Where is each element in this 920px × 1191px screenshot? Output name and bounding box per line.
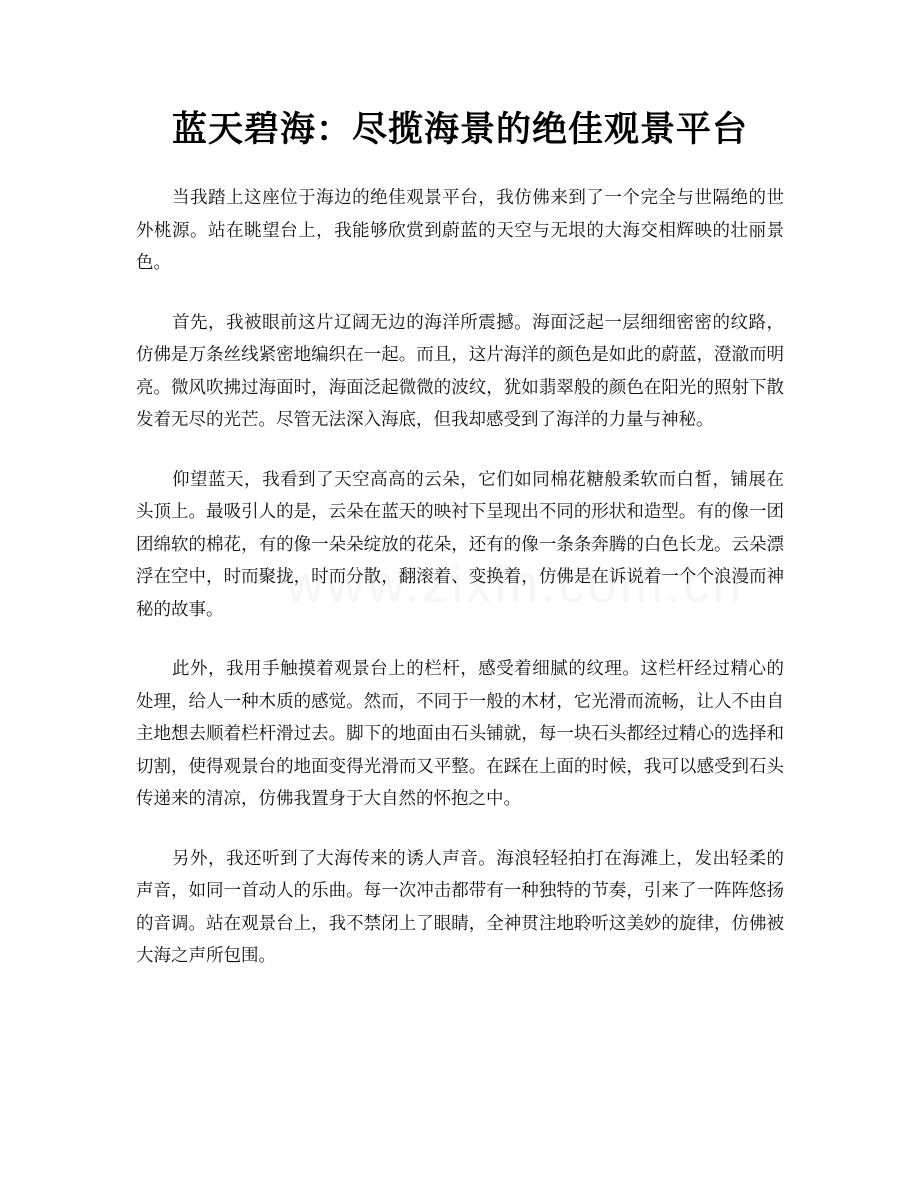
- paragraph-4: 此外，我用手触摸着观景台上的栏杆，感受着细腻的纹理。这栏杆经过精心的处理，给人一种木质的感觉。然而，不同于一般的木材，它光滑而流畅，让人不由自主地想去顺着栏杆滑过去。脚下的地面由石头铺就，每一块石头都经过精心的选择和切割，使得观景台的地面变得光滑而又平整。在踩在上面的时候，我可以感受到石头传递来的清凉，仿佛我置身于大自然的怀抱之中。: [136, 659, 784, 809]
- document-body: [136, 182, 784, 1000]
- paragraph-5: 另外，我还听到了大海传来的诱人声音。海浪轻轻拍打在海滩上，发出轻柔的声音，如同一首动人的乐曲。每一次冲击都带有一种独特的节奏，引来了一阵阵悠扬的音调。站在观景台上，我不禁闭上了眼睛，全神贯注地聆听这美妙的旋律，仿佛被大海之声所包围。: [136, 848, 784, 966]
- paragraph-2: 首先，我被眼前这片辽阔无边的海洋所震撼。海面泛起一层细细密密的纹路，仿佛是万条丝线紧密地编织在一起。而且，这片海洋的颜色是如此的蔚蓝，澄澈而明亮。微风吹拂过海面时，海面泛起微微的波纹，犹如翡翠般的颜色在阳光的照射下散发着无尽的光芒。尽管无法深入海底，但我却感受到了海洋的力量与神秘。: [136, 312, 784, 430]
- paragraph-3: 仰望蓝天，我看到了天空高高的云朵，它们如同棉花糖般柔软而白皙，铺展在头顶上。最吸引人的是，云朵在蓝天的映衬下呈现出不同的形状和造型。有的像一团团绵软的棉花，有的像一朵朵绽放的花朵，还有的像一条条奔腾的白色长龙。云朵漂浮在空中，时而聚拢，时而分散，翻滚着、变换着，仿佛是在诉说着一个个浪漫而神秘的故事。: [136, 469, 784, 620]
- paragraph-1: 当我踏上这座位于海边的绝佳观景平台，我仿佛来到了一个完全与世隔绝的世外桃源。站在眺望台上，我能够欣赏到蔚蓝的天空与无垠的大海交相辉映的壮丽景色。: [136, 188, 784, 273]
- document-title: 蓝天碧海：尽揽海景的绝佳观景平台: [171, 109, 748, 150]
